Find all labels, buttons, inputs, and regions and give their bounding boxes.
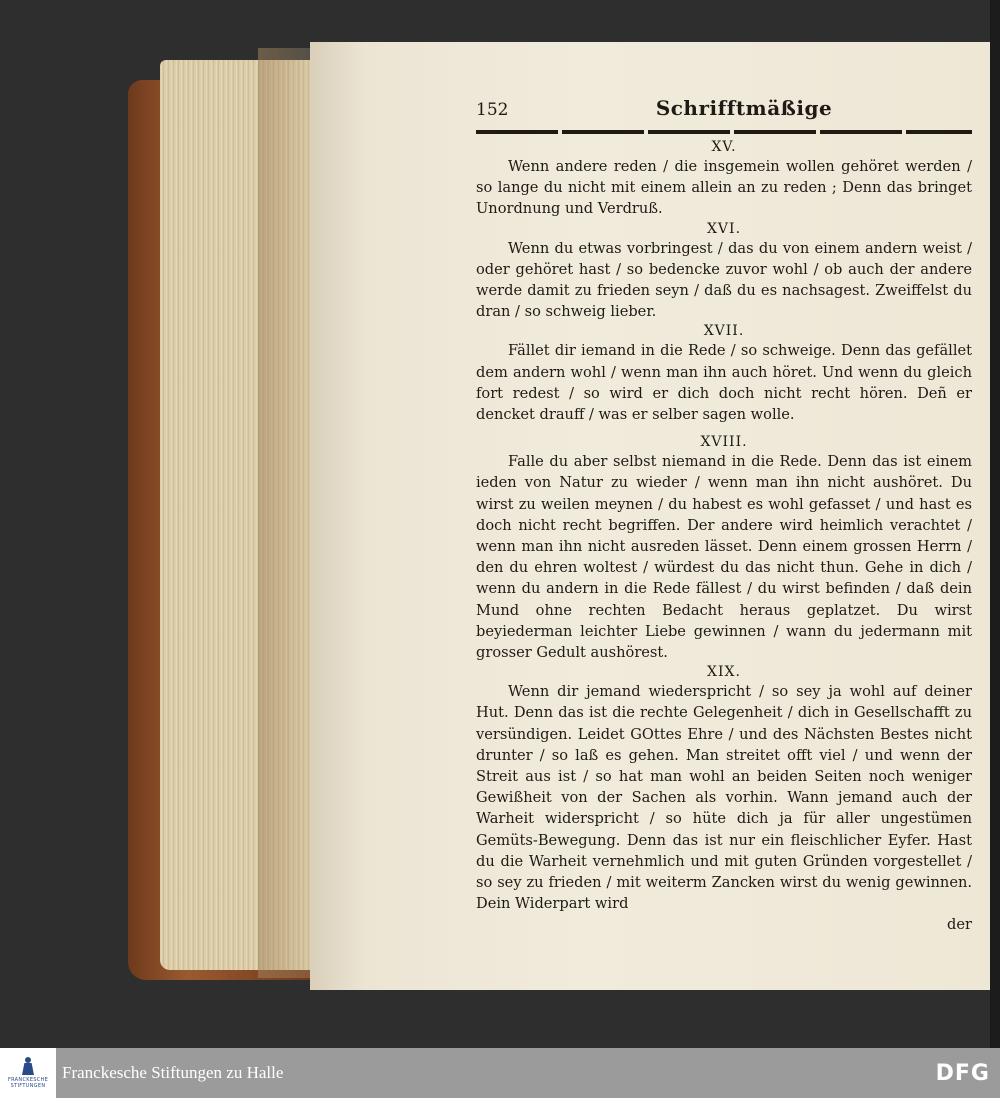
running-head xyxy=(476,96,972,126)
page-text xyxy=(476,96,972,935)
dfg-logo[interactable]: DFG xyxy=(935,1060,990,1086)
institution-name[interactable]: Franckesche Stiftungen zu Halle xyxy=(62,1063,284,1082)
logo-text-line2: STIFTUNGEN xyxy=(10,1083,46,1089)
catchword: der xyxy=(947,915,972,933)
section-text: Falle du aber selbst niemand in die Rede. Denn das ist einem ieden von Natur zu wieder / wenn man ihn nicht aushöret. Du wirst zu weilen meynen / du habest es wohl gefasset / und hast es doch nicht recht begriffen. Der andere wird heimlich verachtet / wenn man ihn nicht ausreden lässet. Denn einem grossen Herrn / den du ehren woltest / würdest du das nicht thun. Gehe in dich / wenn du andern in die Rede fällest / du wirst befinden / daß dein Mund ohne rechten Bedacht heraus geplatzet. Du wirst beyiederman leichter Liebe gewinnen / wann du jedermann mit grosser Gedult aushörest. xyxy=(476,453,972,662)
section-numeral: XVII. xyxy=(703,323,745,340)
section-numeral: XIX. xyxy=(707,664,741,681)
foundation-logo-icon xyxy=(21,1057,35,1075)
section-text: Fället dir iemand in die Rede / so schweige. Denn das gefället dem andern wohl / wenn man ihn auch höret. Und wenn du gleich fort redest / so wird er dich doch nicht recht hören. Deñ er dencket drauff / was er selber sagen wolle. xyxy=(476,342,972,424)
scan-edge xyxy=(990,0,1000,1048)
section-text: Wenn andere reden / die insgemein wollen gehöret werden / so lange du nicht mit einem allein an zu reden ; Denn das bringet Unordnung und Verdruß. xyxy=(476,158,972,218)
page-number: 152 xyxy=(476,100,509,120)
logo-text-line1: FRANCKESCHE xyxy=(7,1077,49,1083)
section-xvii xyxy=(476,322,972,425)
section-xviii xyxy=(476,433,972,663)
section-text: Wenn du etwas vorbringest / das du von einem andern weist / oder gehöret hast / so bedencke zuvor wohl / ob auch der andere werde damit zu frieden seyn / daß du es nachsagest. Zweiffelst du dran / so schweig lieber. xyxy=(476,239,972,321)
viewer-footer xyxy=(0,1048,1000,1098)
section-text: Wenn dir jemand wiederspricht / so sey ja wohl auf deiner Hut. Denn das ist die rechte Gelegenheit / dich in Gesellschafft zu versündigen. Leidet GOttes Ehre / und des Nächsten Bestes nicht drunter / so laß es gehen. Man streitet offt viel / und wenn der Streit aus ist / so hat man wohl an beiden Seiten noch weniger Gewißheit von der Sachen als vorhin. Wann jemand auch der Warheit widerspricht / so hüte dich ja für aller ungestümen Gemüts-Bewegung. Denn das ist nur ein fleischlicher Eyfer. Hast du die Warheit vernehmlich und mit guten Gründen vorgestellet / so sey zu frieden / mit weiterm Zancken wirst du wenig gewinnen. Dein Widerpart wird xyxy=(476,683,972,913)
running-title: Schrifftmäßige xyxy=(655,96,833,120)
gutter-shadow xyxy=(258,48,318,978)
section-xv xyxy=(476,138,972,220)
section-xvi xyxy=(476,220,972,323)
section-numeral: XVI. xyxy=(706,220,742,237)
section-numeral: XVIII. xyxy=(700,434,748,451)
logo-text xyxy=(8,1077,48,1089)
head-rule xyxy=(476,130,972,134)
section-numeral: XV. xyxy=(711,139,737,155)
section-xix xyxy=(476,663,972,914)
franckesche-logo[interactable] xyxy=(0,1048,56,1098)
